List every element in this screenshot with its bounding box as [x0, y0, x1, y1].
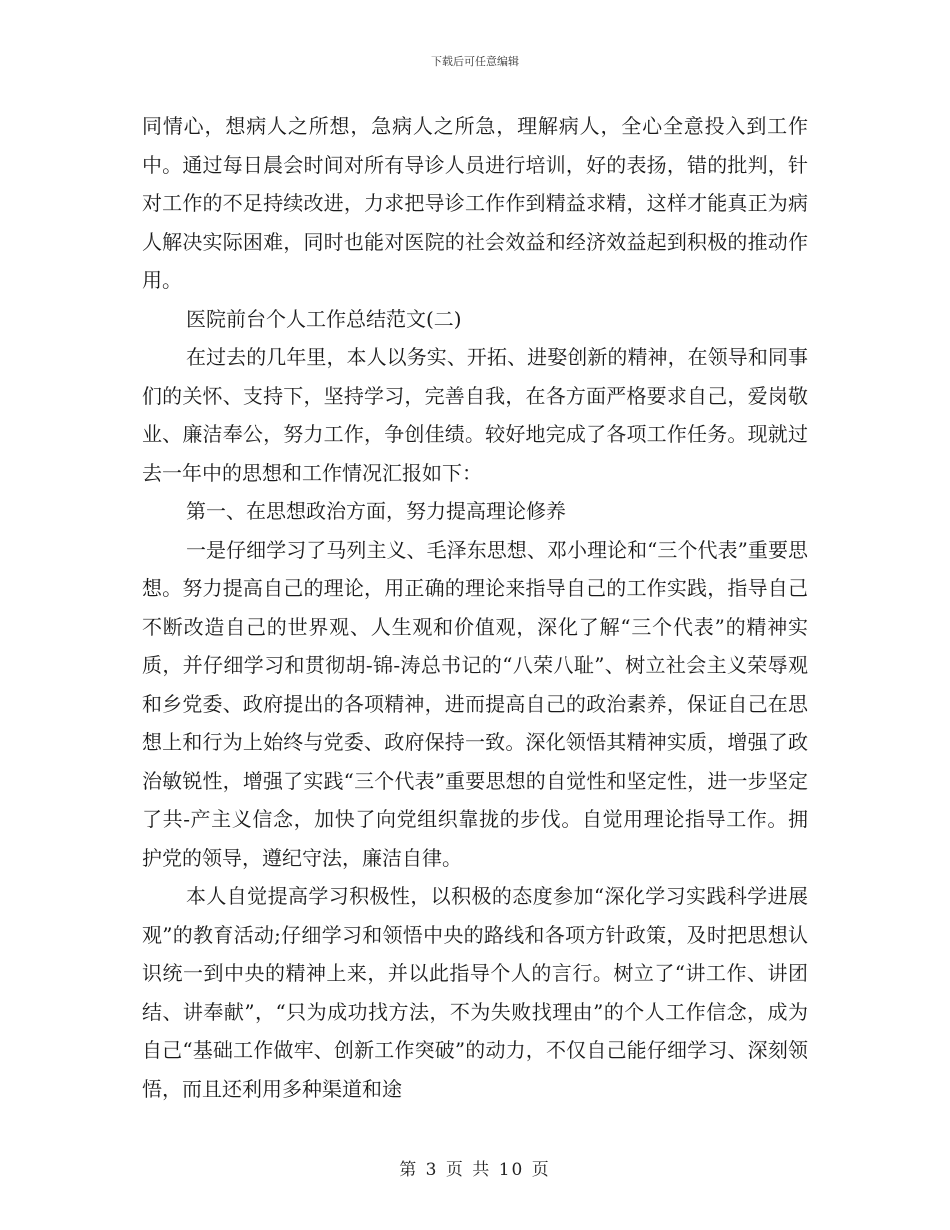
- page-header: 下载后可任意编辑: [431, 55, 519, 68]
- paragraph-3: 一是仔细学习了马列主义、毛泽东思想、邓小理论和“三个代表”重要思想。努力提高自己的理论，用正确的理论来指导自己的工作实践，指导自己不断改造自己的世界观、人生观和价值观，深化了解“三个代表”的精神实质，并仔细学习和贯彻胡-锦-涛总书记的“八荣八耻”、树立社会主义荣辱观和乡党委、政府提出的各项精神，进而提高自己的政治素养，保证自己在思想上和行为上始终与党委、政府保持一致。深化领悟其精神实质，增强了政治敏锐性，增强了实践“三个代表”重要思想的自觉性和坚定性，进一步坚定了共-产主义信念，加快了向党组织靠拢的步伐。自觉用理论指导工作。拥护党的领导，遵纪守法，廉洁自律。: [142, 537, 808, 870]
- paragraph-2: 在过去的几年里，本人以务实、开拓、进娶创新的精神，在领导和同事们的关怀、支持下，坚持学习，完善自我，在各方面严格要求自己，爱岗敬业、廉洁奉公，努力工作，争创佳绩。较好地完成了各项工作任务。现就过去一年中的思想和工作情况汇报如下：: [142, 345, 808, 485]
- page-footer: 第 3 页 共 10 页: [399, 1160, 551, 1180]
- paragraph-4: 本人自觉提高学习积极性，以积极的态度参加“深化学习实践科学进展观”的教育活动;仔细学习和领悟中央的路线和各项方针政策，及时把思想认识统一到中央的精神上来，并以此指导个人的言行。树立了“讲工作、讲团结、讲奉献”，“只为成功找方法，不为失败找理由”的个人工作信念，成为自己“基础工作做牢、创新工作突破”的动力，不仅自己能仔细学习、深刻领悟，而且还利用多种渠道和途: [142, 884, 808, 1101]
- subsection-heading: 第一、在思想政治方面，努力提高理论修养: [186, 499, 566, 523]
- document-body: [142, 107, 808, 1108]
- paragraph-1: 同情心，想病人之所想，急病人之所急，理解病人，全心全意投入到工作中。通过每日晨会时间对所有导诊人员进行培训，好的表扬，错的批判，针对工作的不足持续改进，力求把导诊工作作到精益求精，这样才能真正为病人解决实际困难，同时也能对医院的社会效益和经济效益起到积极的推动作用。: [142, 114, 808, 292]
- section-title: 医院前台个人工作总结范文(二): [186, 306, 462, 331]
